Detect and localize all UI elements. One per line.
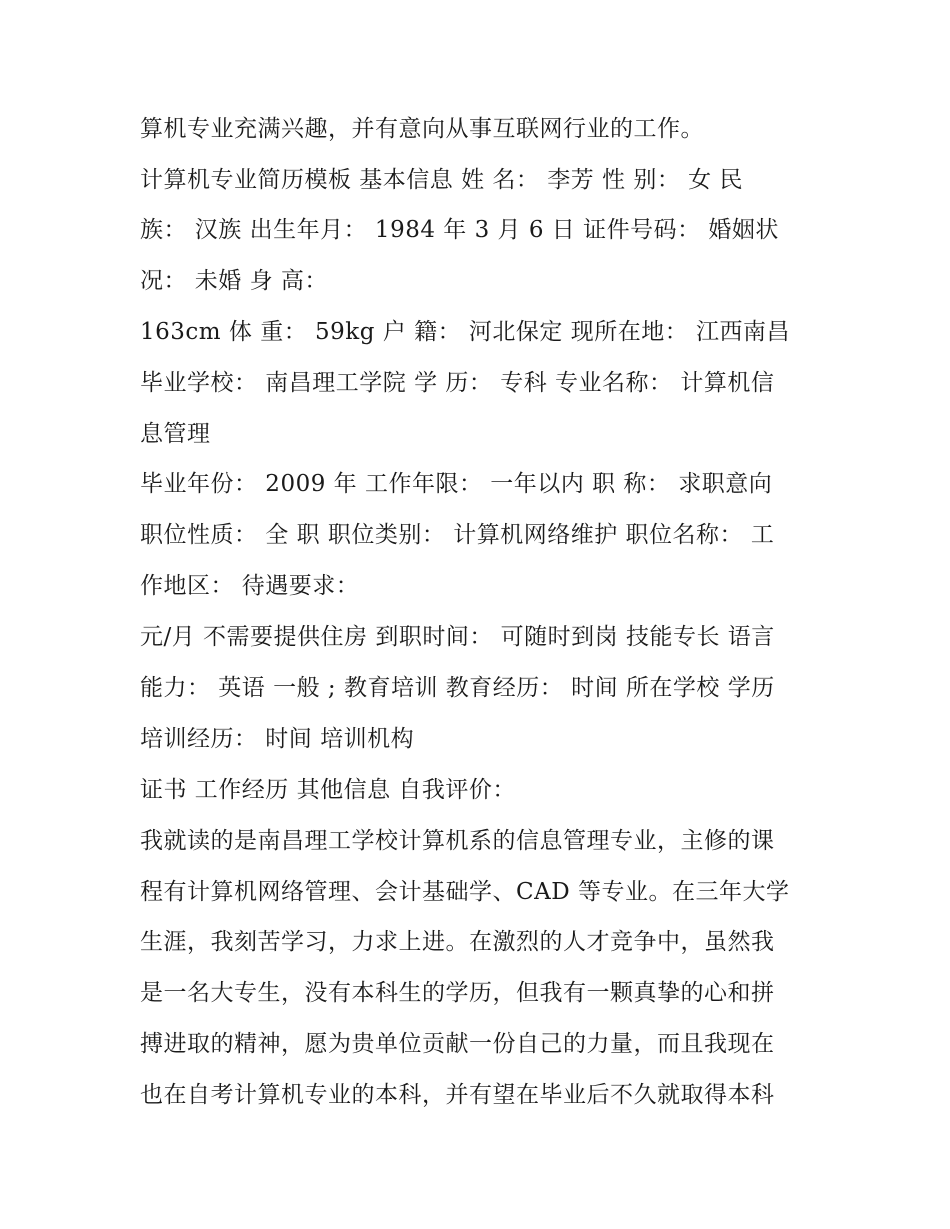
text-line: 搏进取的精神，愿为贵单位贡献一份自己的力量，而且我现在 xyxy=(140,1031,775,1057)
text-line: 培训经历： 时间 培训机构 xyxy=(140,726,415,752)
text-line: 职位性质： 全 职 职位类别： 计算机网络维护 职位名称： 工 xyxy=(140,522,775,548)
text-line: 程有计算机网络管理、会计基础学、CAD 等专业。在三年大学 xyxy=(140,879,790,905)
text-line: 证书 工作经历 其他信息 自我评价： xyxy=(140,777,516,803)
text-line: 作地区： 待遇要求： xyxy=(140,573,360,599)
text-line: 族： 汉族 出生年月： 1984 年 3 月 6 日 证件号码： 婚姻状 xyxy=(140,217,779,243)
text-line: 息管理 xyxy=(140,421,211,447)
text-line: 能力： 英语 一般 ; 教育培训 教育经历： 时间 所在学校 学历 xyxy=(140,675,775,701)
text-line: 元/月 不需要提供住房 到职时间： 可随时到岗 技能专长 语言 xyxy=(140,624,775,650)
text-line: 毕业学校： 南昌理工学院 学 历： 专科 专业名称： 计算机信 xyxy=(140,370,775,396)
text-line: 生涯，我刻苦学习，力求上进。在激烈的人才竞争中，虽然我 xyxy=(140,929,775,955)
text-line: 况： 未婚 身 高： xyxy=(140,268,328,294)
text-line: 163cm 体 重： 59kg 户 籍： 河北保定 现所在地： 江西南昌 xyxy=(140,319,791,345)
text-line: 也在自考计算机专业的本科，并有望在毕业后不久就取得本科 xyxy=(140,1082,775,1108)
text-line: 计算机专业简历模板 基本信息 姓 名： 李芳 性 别： 女 民 xyxy=(140,167,743,193)
text-line: 算机专业充满兴趣，并有意向从事互联网行业的工作。 xyxy=(140,116,704,142)
text-line: 是一名大专生，没有本科生的学历，但我有一颗真挚的心和拼 xyxy=(140,980,775,1006)
text-line: 毕业年份： 2009 年 工作年限： 一年以内 职 称： 求职意向 xyxy=(140,471,773,497)
text-line: 我就读的是南昌理工学校计算机系的信息管理专业，主修的课 xyxy=(140,828,775,854)
